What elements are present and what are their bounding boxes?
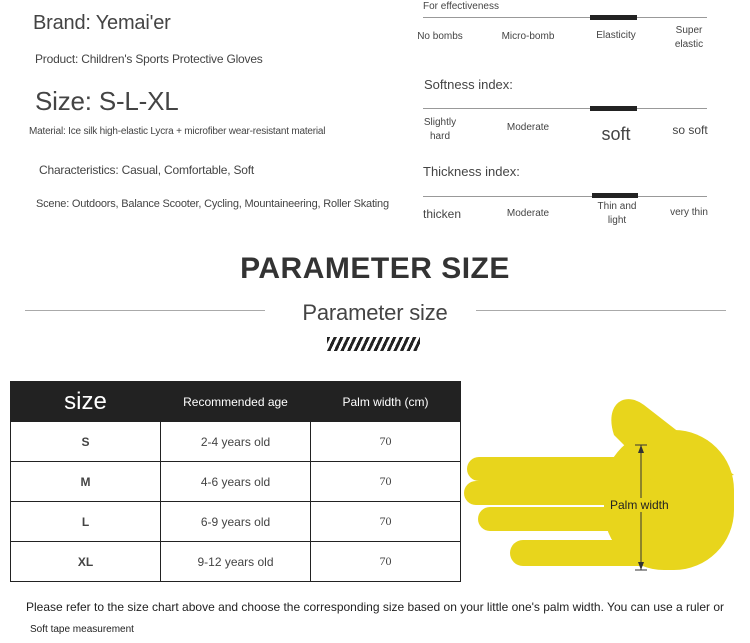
palm-width-label: Palm width xyxy=(610,498,669,512)
hand-shape-icon xyxy=(464,399,734,570)
header-palm: Palm width (cm) xyxy=(311,382,461,422)
effectiveness-title: For effectiveness xyxy=(423,1,499,12)
size-table xyxy=(10,381,461,582)
thickness-label-3: very thin xyxy=(670,207,708,218)
thickness-label-1: Moderate xyxy=(506,208,550,219)
section-title: PARAMETER SIZE xyxy=(240,252,510,285)
thickness-title: Thickness index: xyxy=(423,164,520,179)
cell-palm: 70 xyxy=(311,422,461,462)
cell-age: 6-9 years old xyxy=(161,502,311,542)
thickness-scale-line xyxy=(423,196,707,197)
cell-palm: 70 xyxy=(311,542,461,582)
table-row xyxy=(11,542,461,582)
brand-text: Brand: Yemai'er xyxy=(33,12,171,34)
softness-scale-line xyxy=(423,108,707,109)
effectiveness-selected-marker xyxy=(590,15,637,20)
size-note-continued: Soft tape measurement xyxy=(30,624,134,635)
softness-title: Softness index: xyxy=(424,77,513,92)
table-header-row xyxy=(11,382,461,422)
characteristics-text: Characteristics: Casual, Comfortable, Soft xyxy=(39,163,255,177)
table-row xyxy=(11,502,461,542)
softness-selected-marker xyxy=(590,106,637,111)
cell-palm: 70 xyxy=(311,502,461,542)
section-subtitle: Parameter size xyxy=(302,300,448,325)
header-age: Recommended age xyxy=(161,382,311,422)
cell-age: 2-4 years old xyxy=(161,422,311,462)
material-text: Material: Ice silk high-elastic Lycra + microfiber wear-resistant material xyxy=(29,126,326,137)
table-row xyxy=(11,462,461,502)
product-text: Product: Children's Sports Protective Gloves xyxy=(35,52,263,66)
size-note: Please refer to the size chart above and choose the corresponding size based on your little one's palm width. You can use a ruler or xyxy=(25,600,725,614)
effectiveness-label-3: Super elastic xyxy=(674,25,704,50)
thickness-label-0: thicken xyxy=(422,207,462,221)
softness-label-3: so soft xyxy=(672,123,708,137)
effectiveness-label-0: No bombs xyxy=(417,31,463,42)
table-row xyxy=(11,422,461,462)
scene-text: Scene: Outdoors, Balance Scooter, Cycling, Mountaineering, Roller Skating xyxy=(36,198,389,210)
thickness-selected-marker xyxy=(592,193,638,198)
cell-age: 9-12 years old xyxy=(161,542,311,582)
effectiveness-scale-line xyxy=(423,17,707,18)
cell-size: S xyxy=(11,422,161,462)
effectiveness-label-2: Elasticity xyxy=(596,30,636,41)
cell-size: L xyxy=(11,502,161,542)
softness-label-1: Moderate xyxy=(506,122,550,133)
cell-palm: 70 xyxy=(311,462,461,502)
decorative-stripes xyxy=(327,337,420,351)
softness-label-2: soft xyxy=(601,124,631,144)
effectiveness-label-1: Micro-bomb xyxy=(501,31,555,42)
cell-size: M xyxy=(11,462,161,502)
softness-label-0: Slightly hard xyxy=(423,117,457,142)
sizes-text: Size: S-L-XL xyxy=(35,86,179,116)
thickness-label-2: Thin and light xyxy=(597,201,637,226)
cell-age: 4-6 years old xyxy=(161,462,311,502)
header-size: size xyxy=(11,382,161,422)
cell-size: XL xyxy=(11,542,161,582)
hand-illustration xyxy=(464,395,746,580)
